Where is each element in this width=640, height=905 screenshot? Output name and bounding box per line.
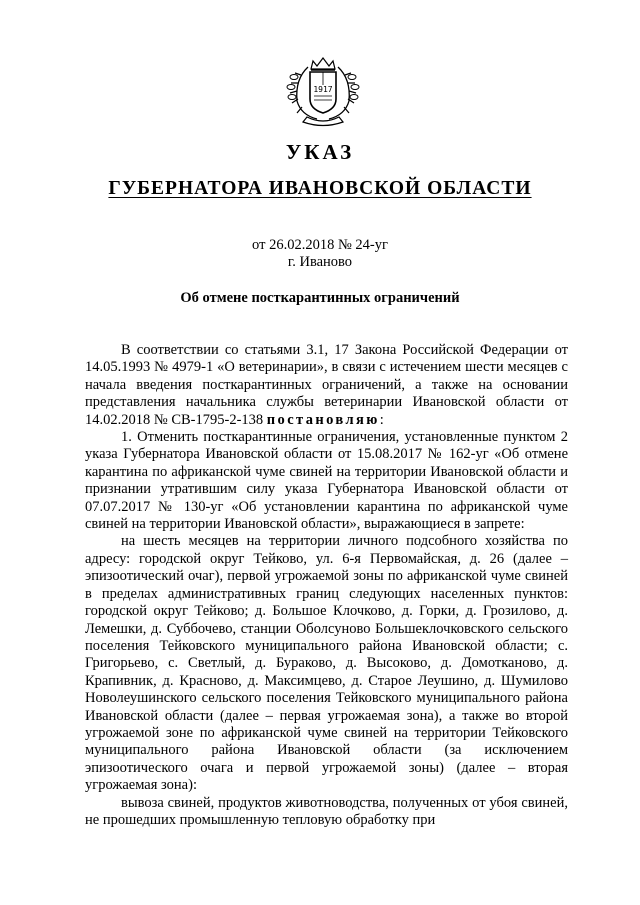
preamble-colon: : xyxy=(379,411,384,428)
paragraph-preamble xyxy=(85,342,568,429)
paragraph-item-1: 1. Отменить посткарантинные ограничения, установленные пунктом 2 указа Губернатора Ивановской области от 15.08.2017 № 162-уг «Об отмене карантина по африканской чуме свиней на территории Ивановской области и признании утратившим силу указа Губернатора Ивановской области от 07.07.2017 № 130-уг «Об установлении карантина по африканской чуме свиней на территории Ивановской области», выражающиеся в запрете: xyxy=(85,429,568,533)
keyword-postanovlyayu: постановляю xyxy=(266,411,380,428)
coat-of-arms-icon xyxy=(283,55,363,127)
paragraph-export-ban: вывоза свиней, продуктов животноводства, полученных от убоя свиней, не прошедших промышленную тепловую обработку при xyxy=(85,794,568,828)
preamble-text: В соответствии со статьями 3.1, 17 Закона Российской Федерации от 14.05.1993 № 4979-1 «О ветеринарии», в связи с истечением шести месяцев с начала введения посткарантинных ограничений, а также на основании представления начальника службы ветеринарии Ивановской области от 14.02.2018 № СВ-1795-2-138 xyxy=(85,342,568,428)
emblem-year: 1917 xyxy=(313,85,333,94)
date-number-line: от 26.02.2018 № 24-уг xyxy=(252,237,388,253)
city-line: г. Иваново xyxy=(287,254,353,270)
document-type-title: УКАЗ xyxy=(285,140,355,164)
decree-subject: Об отмене посткарантинных ограничений xyxy=(180,290,460,306)
issuing-authority-title: ГУБЕРНАТОРА ИВАНОВСКОЙ ОБЛАСТИ xyxy=(108,178,532,199)
decree-body xyxy=(85,342,568,829)
paragraph-restriction-zone: на шесть месяцев на территории личного подсобного хозяйства по адресу: городской округ Тейково, ул. 6-я Первомайская, д. 26 (далее – эпизоотический очаг), первой угрожаемой зоны по африканской чуме свиней в пределах административных границ следующих населенных пунктов: городской округ Тейково; д. Большое Клочково, д. Горки, д. Грозилово, д. Лемешки, д. Суббочево, станции Оболсуново Большеклочковского сельского поселения Тейковского муниципального района Ивановской области; с. Григорьево, с. Светлый, д. Бураково, д. Высоково, д. Домотканово, д. Крапивник, д. Красново, д. Максимцево, д. Старое Леушино, д. Шумилово Новолеушинского сельского поселения Тейковского муниципального района Ивановской области (далее – первая угрожаемая зона), а также во второй угрожаемой зоне по африканской чуме свиней на территории Тейковского муниципального района Ивановской области (за исключением эпизоотического очага и первой угрожаемой зоны) (далее – вторая угрожаемая зона): xyxy=(85,533,568,794)
